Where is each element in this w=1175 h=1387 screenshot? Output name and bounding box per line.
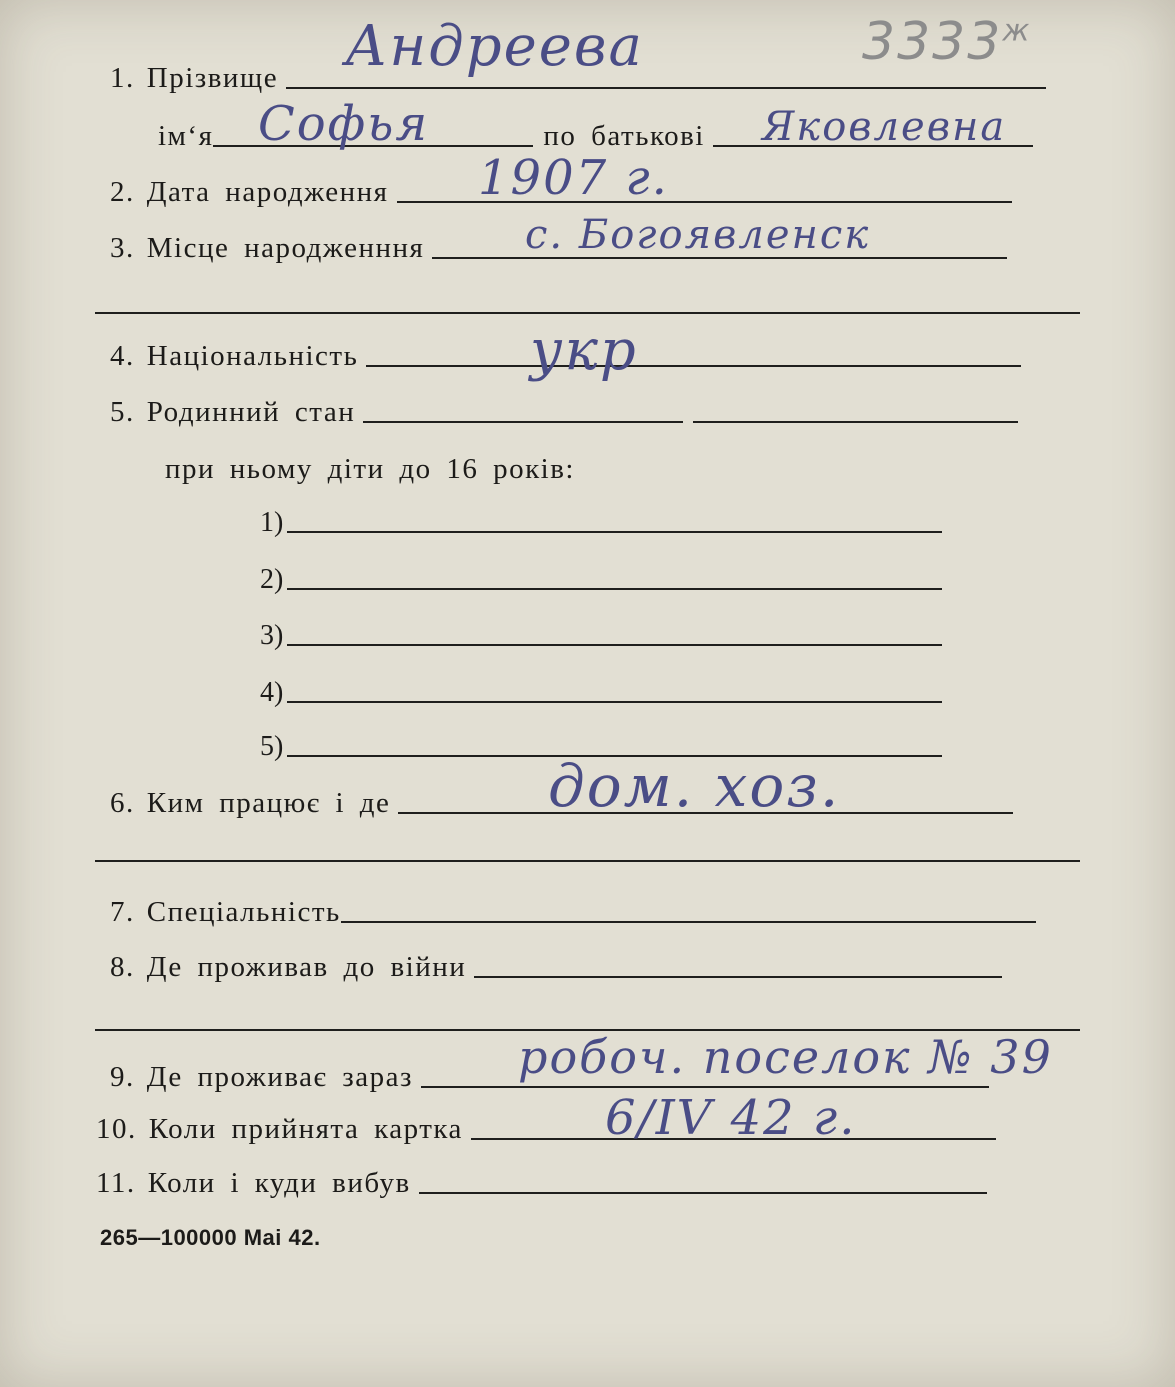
field-line bbox=[341, 921, 1036, 923]
current-residence-handwritten: робоч. поселок № 39 bbox=[518, 1030, 1053, 1084]
child-label: 2) bbox=[260, 564, 284, 595]
child-line bbox=[287, 701, 942, 703]
field-prewar-residence bbox=[110, 951, 1002, 984]
field-label: ім‘я bbox=[158, 120, 214, 152]
field-label: Місце народженння bbox=[146, 232, 425, 264]
field-line bbox=[474, 976, 1002, 978]
continuation-line bbox=[95, 312, 1080, 314]
child-row-3 bbox=[260, 620, 942, 652]
child-line bbox=[287, 531, 942, 533]
field-label: Коли прийнята картка bbox=[148, 1113, 463, 1145]
field-number: 11. bbox=[96, 1167, 136, 1199]
continuation-line bbox=[95, 860, 1080, 862]
field-marital-status bbox=[110, 396, 1018, 429]
field-label: Коли і куди вибув bbox=[147, 1167, 411, 1199]
field-label: Родинний стан bbox=[146, 396, 356, 428]
field-number: 1. bbox=[110, 62, 135, 94]
archive-suffix: ж bbox=[1002, 13, 1032, 49]
patronymic-handwritten: Яковлевна bbox=[762, 104, 1007, 150]
field-speciality bbox=[110, 896, 1036, 929]
field-card-date bbox=[96, 1113, 996, 1146]
field-label: Де проживав до війни bbox=[146, 951, 467, 983]
name-handwritten: Софья bbox=[258, 96, 430, 152]
nationality-handwritten: укр bbox=[530, 318, 638, 383]
field-number: 6. bbox=[110, 787, 135, 819]
occupation-handwritten: дом. хоз. bbox=[548, 752, 841, 820]
field-label: Прізвище bbox=[146, 62, 279, 94]
field-label: Де проживає зараз bbox=[146, 1061, 413, 1093]
child-label: 3) bbox=[260, 620, 284, 651]
field-label: Спеціальність bbox=[146, 896, 341, 928]
field-number: 3. bbox=[110, 232, 135, 264]
children-heading-text: при ньому діти до 16 років: bbox=[165, 453, 575, 485]
print-run-note: 265—100000 Mai 42. bbox=[100, 1225, 321, 1250]
field-number: 4. bbox=[110, 340, 135, 372]
field-number: 7. bbox=[110, 896, 135, 928]
field-number: 5. bbox=[110, 396, 135, 428]
field-number: 10. bbox=[96, 1113, 137, 1145]
child-line bbox=[287, 588, 942, 590]
child-row-1 bbox=[260, 507, 942, 539]
field-departure bbox=[96, 1167, 987, 1200]
birth-date-handwritten: 1907 г. bbox=[478, 150, 669, 206]
field-label: Ким працює і де bbox=[146, 787, 391, 819]
field-line bbox=[366, 365, 1021, 367]
field-line bbox=[363, 421, 683, 423]
field-number: 9. bbox=[110, 1061, 135, 1093]
field-label: по батькові bbox=[543, 120, 705, 152]
child-label: 4) bbox=[260, 677, 284, 708]
field-number: 8. bbox=[110, 951, 135, 983]
field-label: Національність bbox=[146, 340, 359, 372]
field-line bbox=[693, 421, 1018, 423]
child-line bbox=[287, 644, 942, 646]
card-date-handwritten: 6/IV 42 г. bbox=[605, 1090, 857, 1146]
children-heading bbox=[165, 453, 583, 486]
surname-handwritten: Андреева bbox=[345, 14, 644, 79]
field-number: 2. bbox=[110, 176, 135, 208]
child-label: 5) bbox=[260, 731, 284, 762]
field-line bbox=[421, 1086, 989, 1088]
archive-number-value: 3333 bbox=[862, 12, 1003, 72]
field-line bbox=[286, 87, 1046, 89]
field-line bbox=[419, 1192, 987, 1194]
child-row-2 bbox=[260, 564, 942, 596]
child-row-4 bbox=[260, 677, 942, 709]
field-label: Дата народження bbox=[146, 176, 389, 208]
birth-place-handwritten: с. Богоявленск bbox=[525, 212, 871, 258]
child-label: 1) bbox=[260, 507, 284, 538]
